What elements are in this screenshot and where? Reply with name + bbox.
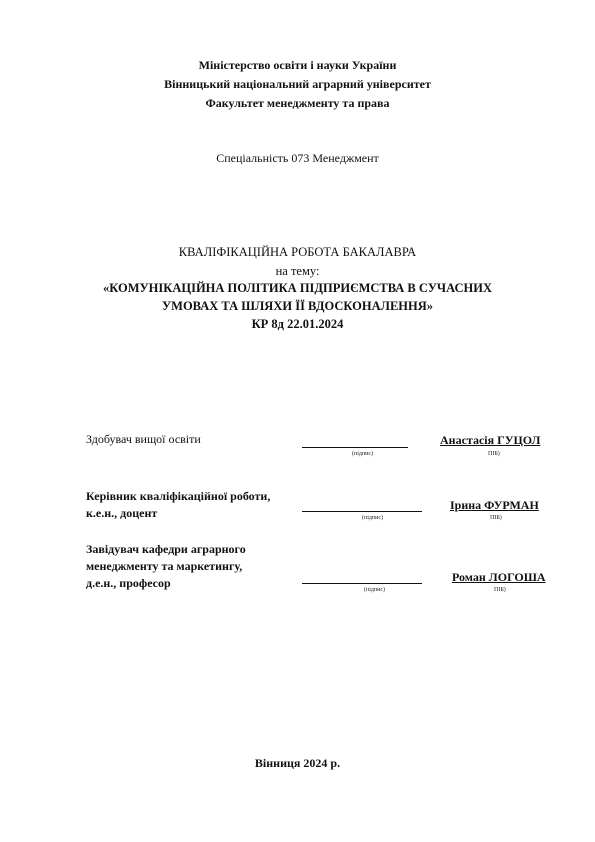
student-name: Анастасія ГУЦОЛ [440,433,541,447]
city-year: Вінниця 2024 р. [254,756,341,770]
specialty: Спеціальність 073 Менеджмент [216,151,379,165]
university-name: Вінницький національний аграрний університет [164,77,431,91]
student-signature-caption: (підпис) [352,451,374,457]
supervisor-label-line-1: Керівник кваліфікаційної роботи, [86,489,271,503]
work-type: КВАЛІФІКАЦІЙНА РОБОТА БАКАЛАВРА [178,245,417,259]
head-signature-line [302,583,422,584]
head-name: Роман ЛОГОША [452,570,546,584]
head-label-line-1: Завідувач кафедри аграрного [86,542,246,556]
supervisor-name-caption: ПІБ) [490,515,502,521]
topic-line-1: «КОМУНІКАЦІЙНА ПОЛІТИКА ПІДПРИЄМСТВА В СУЧАСНИХ [102,281,493,295]
on-topic-label: на тему: [275,264,320,278]
supervisor-signature-caption: (підпис) [362,515,384,521]
head-label-line-2: менеджменту та маркетингу, [86,559,243,573]
head-label-line-3: д.е.н., професор [86,576,171,590]
head-name-caption: ПІБ) [494,587,506,593]
student-signature-line [302,447,408,448]
topic-line-2: УМОВАХ ТА ШЛЯХИ ЇЇ ВДОСКОНАЛЕННЯ» [161,299,434,313]
supervisor-label-line-2: к.е.н., доцент [86,506,158,520]
ministry-name: Міністерство освіти і науки України [198,58,397,72]
student-name-caption: ПІБ) [488,451,500,457]
work-code: КР 8д 22.01.2024 [251,317,344,331]
student-label: Здобувач вищої освіти [86,432,201,446]
head-signature-caption: (підпис) [364,587,386,593]
faculty-name: Факультет менеджменту та права [205,96,390,110]
supervisor-name: Ірина ФУРМАН [450,498,539,512]
supervisor-signature-line [302,511,422,512]
